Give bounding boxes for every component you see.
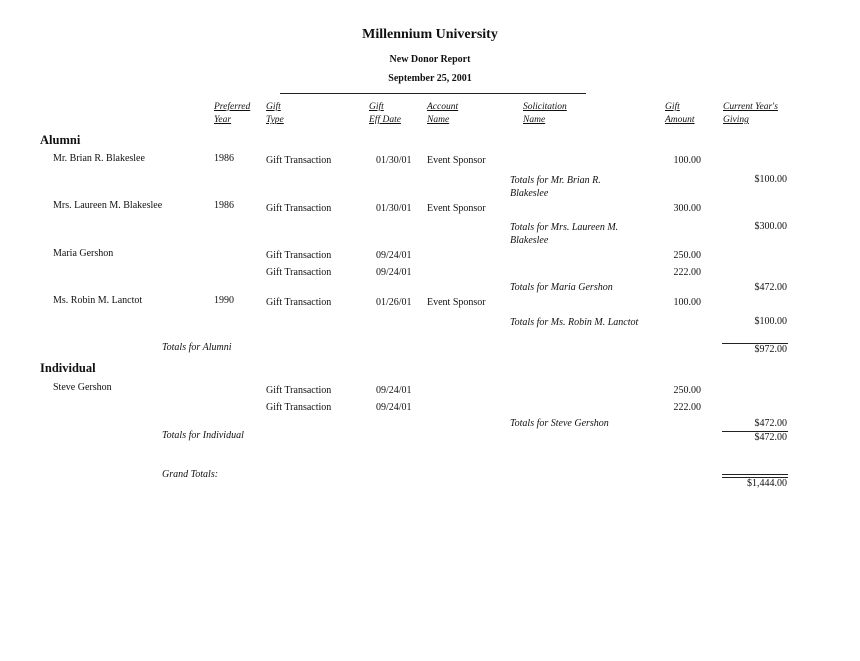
section-total-label-individual: Totals for Individual [162, 430, 244, 441]
gift-amount: 100.00 [673, 297, 701, 308]
donor-total-label: Totals for Maria Gershon [510, 282, 613, 293]
gift-date: 01/30/01 [376, 203, 412, 214]
section-total-label-alumni: Totals for Alumni [162, 342, 232, 353]
donor-year: 1986 [214, 200, 234, 211]
section-title-individual: Individual [40, 361, 96, 375]
header-rule [280, 93, 586, 94]
gift-type: Gift Transaction [266, 297, 332, 308]
gift-date: 09/24/01 [376, 385, 412, 396]
gift-type: Gift Transaction [266, 203, 332, 214]
gift-amount: 222.00 [673, 267, 701, 278]
gift-account: Event Sponsor [427, 155, 486, 166]
gift-amount: 250.00 [673, 385, 701, 396]
gift-amount: 300.00 [673, 203, 701, 214]
gift-date: 09/24/01 [376, 250, 412, 261]
col-gift-amount: Gift Amount [665, 102, 695, 125]
grand-total: $1,444.00 [747, 478, 787, 489]
gift-type: Gift Transaction [266, 267, 332, 278]
donor-name: Mr. Brian R. Blakeslee [53, 153, 145, 164]
donor-year: 1990 [214, 295, 234, 306]
section-total-individual: $472.00 [754, 432, 787, 443]
gift-date: 01/30/01 [376, 155, 412, 166]
col-solicitation-name: Solicitation Name [523, 102, 567, 125]
grand-total-label: Grand Totals: [162, 469, 219, 480]
gift-account: Event Sponsor [427, 203, 486, 214]
report-date: September 25, 2001 [388, 73, 472, 84]
donor-total: $472.00 [754, 418, 787, 429]
col-current-years-giving: Current Year's Giving [723, 102, 778, 125]
col-gift-eff-date: Gift Eff Date [369, 102, 401, 125]
donor-total-label: Totals for Mr. Brian R. Blakeslee [510, 175, 601, 199]
donor-total: $300.00 [754, 221, 787, 232]
gift-amount: 222.00 [673, 402, 701, 413]
gift-date: 09/24/01 [376, 402, 412, 413]
donor-year: 1986 [214, 153, 234, 164]
col-account-name: Account Name [427, 102, 459, 125]
donor-total: $100.00 [754, 316, 787, 327]
donor-total: $472.00 [754, 282, 787, 293]
donor-total-label: Totals for Steve Gershon [510, 418, 609, 429]
gift-type: Gift Transaction [266, 402, 332, 413]
report-title: Millennium University [362, 27, 498, 42]
gift-amount: 100.00 [673, 155, 701, 166]
donor-name: Ms. Robin M. Lanctot [53, 295, 143, 306]
gift-type: Gift Transaction [266, 385, 332, 396]
gift-account: Event Sponsor [427, 297, 486, 308]
gift-type: Gift Transaction [266, 155, 332, 166]
gift-amount: 250.00 [673, 250, 701, 261]
gift-date: 09/24/01 [376, 267, 412, 278]
col-gift-type: Gift Type [266, 102, 284, 125]
donor-total: $100.00 [754, 174, 787, 185]
gift-type: Gift Transaction [266, 250, 332, 261]
section-total-alumni: $972.00 [754, 344, 787, 355]
grand-total-rule-top [722, 474, 788, 475]
donor-name: Steve Gershon [53, 382, 112, 393]
donor-name: Maria Gershon [53, 248, 114, 259]
donor-total-label: Totals for Mrs. Laureen M. Blakeslee [510, 222, 619, 246]
gift-date: 01/26/01 [376, 297, 412, 308]
section-title-alumni: Alumni [40, 133, 81, 147]
donor-name: Mrs. Laureen M. Blakeslee [53, 200, 163, 211]
col-preferred-year: Preferred Year [214, 102, 251, 125]
donor-total-label: Totals for Ms. Robin M. Lanctot [510, 317, 639, 328]
report-subtitle: New Donor Report [389, 54, 471, 65]
